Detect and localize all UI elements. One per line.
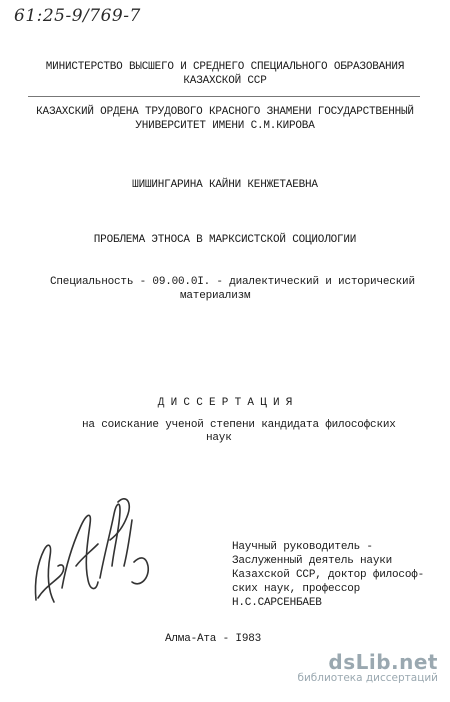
supervisor-line-1: Научный руководитель - — [232, 541, 373, 553]
dslib-watermark — [297, 650, 438, 684]
city-year: Алма-Ата - I983 — [165, 633, 262, 645]
watermark-logo-sub: библиотека диссертаций — [297, 672, 438, 684]
watermark-logo-main: dsLib.net — [328, 650, 438, 674]
university-line-2: УНИВЕРСИТЕТ ИМЕНИ С.М.КИРОВА — [135, 120, 315, 132]
dissertation-title: ПРОБЛЕМА ЭТНОСА В МАРКСИСТСКОЙ СОЦИОЛОГИИ — [93, 234, 357, 246]
supervisor-line-2: Заслуженный деятель науки — [232, 555, 393, 567]
supervisor-line-3: Казахской ССР, доктор философ- — [232, 569, 425, 581]
degree-line-2: наук — [206, 432, 232, 444]
specialty-line-2: материализм — [180, 290, 251, 302]
supervisor-line-4: ских наук, профессор — [232, 583, 361, 595]
dissertation-heading: Д И С С Е Р Т А Ц И Я — [157, 397, 293, 409]
author-name: ШИШИНГАРИНА КАЙНИ КЕНЖЕТАЕВНА — [132, 179, 318, 191]
handwritten-signature — [14, 470, 164, 620]
ministry-line-2: КАЗАХСКОЙ ССР — [183, 75, 267, 87]
header-divider — [28, 96, 420, 97]
supervisor-name: Н.С.САРСЕНБАЕВ — [232, 597, 322, 609]
ministry-line-1: МИНИСТЕРСТВО ВЫСШЕГО И СРЕДНЕГО СПЕЦИАЛЬНОГО ОБРАЗОВАНИЯ — [45, 61, 405, 73]
university-line-1: КАЗАХСКИЙ ОРДЕНА ТРУДОВОГО КРАСНОГО ЗНАМЕНИ ГОСУДАРСТВЕННЫЙ — [36, 106, 414, 118]
specialty-line-1: Специальность - 09.00.0I. - диалектический и исторический — [50, 276, 415, 288]
archive-code: 61:25-9/769-7 — [14, 6, 141, 26]
degree-line-1: на соискание ученой степени кандидата философских — [82, 419, 396, 431]
